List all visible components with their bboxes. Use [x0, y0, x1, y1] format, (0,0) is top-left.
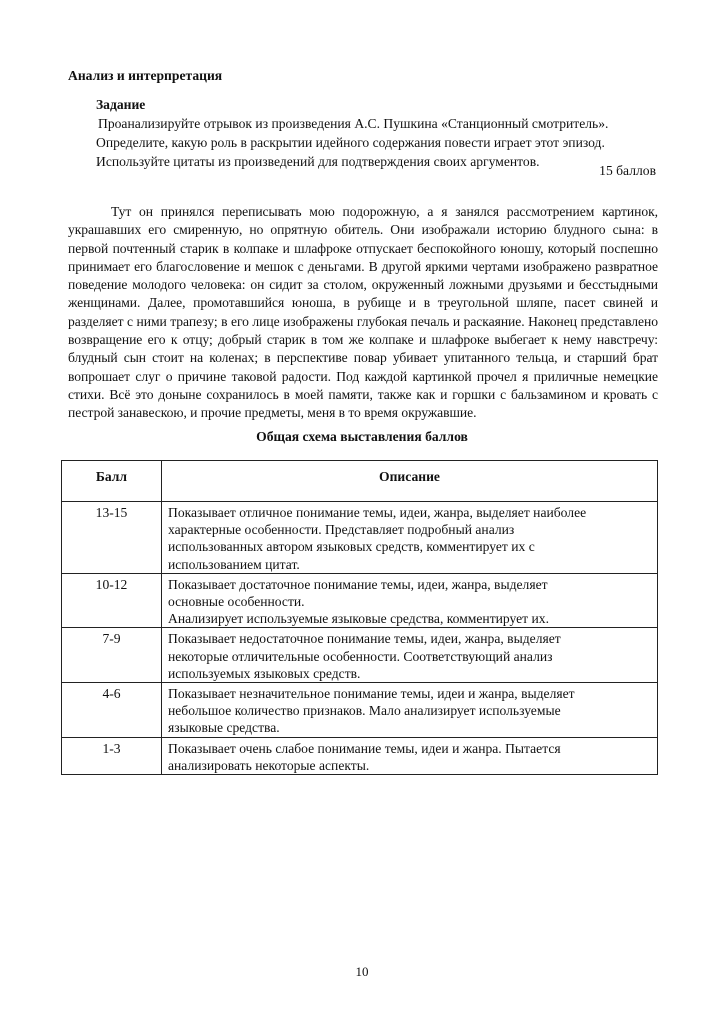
task-line: Определите, какую роль в раскрытии идейного содержания повести играет этот эпизод. [96, 135, 605, 150]
task-label: Задание [96, 97, 146, 112]
header-score: Балл [62, 461, 162, 502]
description-line: небольшое количество признаков. Мало анализирует используемые [168, 703, 561, 719]
description-line: анализировать некоторые аспекты. [168, 757, 370, 773]
description-line: характерные особенности. Представляет подробный анализ [168, 522, 515, 538]
section-title: Анализ и интерпретация [68, 68, 223, 83]
description-cell [162, 737, 658, 774]
description-line: Показывает очень слабое понимание темы, идеи и жанра. Пытается [168, 740, 561, 756]
score-cell: 7-9 [62, 628, 162, 683]
table-header-row [62, 461, 658, 502]
description-line: Показывает незначительное понимание темы, идеи и жанра, выделяет [168, 686, 575, 702]
description-line: Показывает недостаточное понимание темы, идеи, жанра, выделяет [168, 631, 561, 647]
description-line: языковые средства. [168, 720, 280, 736]
excerpt-paragraph: Тут он принялся переписывать мою подорожную, а я занялся рассмотрением картинок, украшавших его смиренную, но опрятную обитель. Они изображали историю блудного сына: в первой почтенный старик в колпаке и шлафроке отпускает беспокойного юношу, который поспешно принимает его благословение и мешок с деньгами. В другой яркими чертами изображено развратное поведение молодого человека: он сидит за столом, окруженный ложными друзьями и бесстыдными женщинами. Далее, промотавшийся юноша, в рубище и в треугольной шляпе, пасет свиней и разделяет с ними трапезу; в его лице изображены глубокая печаль и раскаяние. Наконец представлено возвращение его к отцу; добрый старик в том же колпаке и шлафроке выбегает к нему навстречу: блудный сын стоит на коленах; в перспективе повар убивает упитанного тельца, и старший брат вопрошает слуг о причине таковой радости. Под каждой картинкой прочел я приличные немецкие стихи. Всё это доныне сохранилось в моей памяти, также как и горшки с бальзамином и кровать с пестрой занавескою, и прочие предметы, меня в то время окружавшие. [68, 204, 658, 421]
description-cell [162, 573, 658, 628]
score-cell: 10-12 [62, 573, 162, 628]
description-line: использованных автором языковых средств, комментирует их с [168, 539, 535, 555]
score-cell: 1-3 [62, 737, 162, 774]
page-number: 10 [355, 964, 369, 979]
description-line: использованием цитат. [168, 556, 300, 572]
description-line: используемых языковых средств. [168, 665, 361, 681]
table-row [62, 502, 658, 574]
header-description: Описание [162, 461, 658, 502]
table-row [62, 683, 658, 738]
description-line: основные особенности. [168, 594, 305, 610]
description-cell [162, 683, 658, 738]
table-row [62, 737, 658, 774]
table-title: Общая схема выставления баллов [256, 429, 468, 444]
points-label: 15 баллов [599, 163, 656, 178]
table-body [62, 502, 658, 775]
description-line: некоторые отличительные особенности. Соответствующий анализ [168, 648, 553, 664]
score-cell: 4-6 [62, 683, 162, 738]
description-line: Показывает достаточное понимание темы, идеи, жанра, выделяет [168, 576, 548, 592]
score-cell: 13-15 [62, 502, 162, 574]
table-row [62, 628, 658, 683]
task-line: Проанализируйте отрывок из произведения А.С. Пушкина «Станционный смотритель». [98, 116, 609, 131]
description-line: Анализирует используемые языковые средства, комментирует их. [168, 611, 549, 627]
description-cell [162, 628, 658, 683]
scoring-table [61, 460, 658, 775]
table-row [62, 573, 658, 628]
task-text [96, 114, 658, 171]
description-cell [162, 502, 658, 574]
task-line: Используйте цитаты из произведений для подтверждения своих аргументов. [96, 154, 540, 169]
description-line: Показывает отличное понимание темы, идеи, жанра, выделяет наиболее [168, 505, 587, 520]
